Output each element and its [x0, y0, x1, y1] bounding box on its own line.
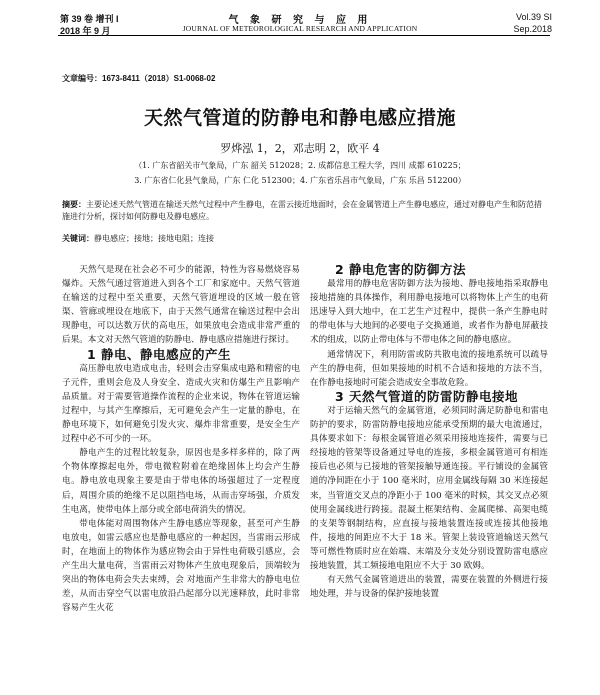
volume-issue: 第 39 卷 增刊 I — [60, 14, 119, 24]
section-1-paragraph-3: 带电体能对周围物体产生静电感应等现象，甚至可产生静电放电，如雷云感应也是静电感应的一种起因，当雷雨云形成时，在地面上的物体作为感应物会由于异性电荷吸引感应，会产生出大量电荷，当雷雨云对物体产生放电现象后，顶端较为突出的物体电荷会失去束缚，会 对地面产生非常大的静电电位差，从而击穿空气以雷电放沿凸起部分以光速释放，此时非常容易产生火花 — [62, 518, 300, 614]
section-1-paragraph-1: 高压静电放电造成电击，轻则会击穿集成电路和精密的电子元件，重则会危及人身安全、造成火灾和仿爆生产且影响产品质量。对于需要管道操作流程的企业来说，物体在管道运输过程中，与其产生摩擦后，无可避免会产生一定量的静电，在静电环境下，如何避免引发火灾、爆炸非常重要，是安全生产过程中必不可少的一环。 — [62, 363, 300, 445]
section-2-paragraph-2: 通常情况下，利用防雷或防共散电流的接地系统可以疏导产生的静电荷，但如果接地的时机不合适和接地的方法不当，在作静电接地时可能会造成安全事故危险。 — [310, 349, 548, 388]
issue-date: 2018 年 9 月 — [60, 26, 111, 36]
intro-paragraph: 天然气是现在社会必不可少的能源，特性为容易燃烧容易爆炸。天然气通过管道进入到各个工厂和家庭中。天然气管道在输送的过程中至关重要，天然气管道埋设的区域一般在管渠、管廊或埋设在地底下，由于天然气通常在输送过程中会出现静电，可以达数万伏的高电压，如果放电会造成非常严重的后果。本文对天然气管道的防静电、静电感应措施进行探讨。 — [62, 265, 300, 346]
volume-en: Vol.39 SI — [515, 12, 552, 22]
paper-title: 天然气管道的防静电和静电感应措施 — [143, 107, 456, 129]
keywords-label: 关键词： — [62, 234, 94, 243]
keywords — [62, 233, 544, 244]
header-rule — [58, 35, 550, 36]
section-3-paragraph-2: 有天然气金属管道进出的装置，需要在装置的外侧进行接地处理，并与设备的保护接地装置 — [310, 575, 548, 600]
date-en: Sep.2018 — [513, 24, 552, 34]
journal-name-en: JOURNAL OF METEOROLOGICAL RESEARCH AND APPLICATION — [182, 24, 418, 33]
section-1-paragraph-2: 静电产生的过程比较复杂，原因也是多样多样的，除了两个物体摩擦起电外，带电微粒附着在绝缘固体上均会产生静电。静电放电现象主要是由于带电体的场强超过了一定程度后，周围介质的绝缘不足以阻挡电场，从而击穿场强，介质发生电离，使带电体上部分或全部电荷消失的情况。 — [62, 448, 300, 515]
authors: 罗烨泓 1，2，邓志明 2，欧平 4 — [220, 142, 380, 155]
section-2-heading: 2 静电危害的防御方法 — [335, 262, 467, 277]
section-3-paragraph-1: 对于运输天然气的金属管道，必须同时满足防静电和雷电防护的要求，防雷防静电接地应能承受预期的最大电流通过，具体要求如下：每根金属管道必须采用接地连接件，需要与已经接地的管架等设备通过导电的连接，多根金属管道可有相连接后也必须与已接地的管架接触导通连接。平行铺设的金属管道的净间距在小于 100 毫米时，应用金属线每隔 30 米连接起来，当管道交叉点的净距小于 100 毫米的时候，其交叉点必须使用金属线进行跨接。混凝土框架结构、金属爬梯、高架电缆的支架等钢制结构，应直接与接地装置连接或连接其他接地件，接地的间距应不大于 18 米。管架上装设管道输送天然气等可燃性物质时应在始端、末端及分支处分别设置防雷电感应接地装置，其工频接地电阻应不大于 30 欧姆。 — [310, 405, 548, 571]
section-2-paragraph-1: 最常用的静电危害防御方法为接地、静电接地指采取静电接地措施的具体操作，利用静电接地可以将物体上产生的电荷迅速导入到大地中，在工艺生产过程中，提供一条产生静电时的带电体与大地间的必要电子交换通道，或者作为静电屏蔽技术的组成，以防止带电体与不带电体之间的静电感应。 — [310, 279, 548, 346]
abstract-text: 主要论述天然气管道在输送天然气过程中产生静电，在雷云接近地面时，会在金属管道上产生静电感应，通过对静电产生和防范措施进行分析，探讨如何防静电及静电感应。 — [62, 200, 542, 221]
left-column — [62, 263, 300, 615]
article-id: 文章编号：1673-8411（2018）S1-0068-02 — [62, 74, 216, 83]
section-1-heading: 1 静电、静电感应的产生 — [87, 346, 232, 362]
abstract — [62, 199, 544, 222]
abstract-label: 摘要： — [62, 200, 86, 209]
affiliation-line-1: （1. 广东省韶关市气象局，广东 韶关 512028；2. 成都信息工程大学，四川 成都 610225； — [134, 161, 466, 170]
affiliation-line-2: 3. 广东省仁化县气象局，广东 仁化 512300；4. 广东省乐昌市气象局，广东 乐昌 512200） — [134, 176, 466, 185]
right-column — [310, 263, 548, 601]
section-3-heading: 3 天然气管道的防雷防静电接地 — [335, 388, 519, 404]
journal-name-cn: 气 象 研 究 与 应 用 — [228, 15, 372, 26]
keywords-text: 静电感应；接地；接地电阻；连接 — [94, 234, 214, 243]
